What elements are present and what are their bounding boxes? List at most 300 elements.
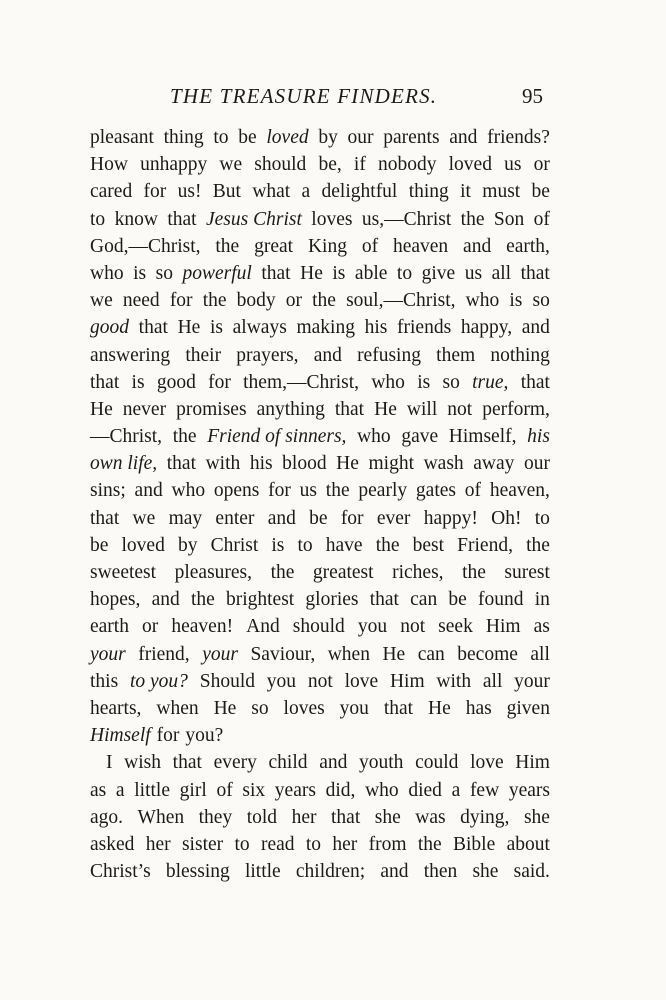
text-line bbox=[90, 477, 550, 504]
word: for bbox=[340, 507, 364, 529]
italic-word: your bbox=[202, 643, 238, 665]
word: Him bbox=[389, 670, 425, 692]
word: the bbox=[325, 480, 350, 502]
word: who bbox=[171, 480, 206, 502]
word: prayers, bbox=[236, 344, 299, 366]
word: give bbox=[421, 262, 456, 284]
running-head-title: THE TREASURE FINDERS. bbox=[170, 84, 438, 108]
text-line bbox=[90, 777, 550, 804]
word: all bbox=[491, 262, 512, 284]
text-line bbox=[90, 206, 550, 233]
word: parents bbox=[383, 127, 440, 148]
word: Oh! bbox=[491, 507, 522, 529]
word: us,—Christ bbox=[361, 208, 452, 230]
word: and bbox=[313, 344, 342, 366]
word: anything bbox=[256, 398, 325, 420]
word: He bbox=[90, 398, 113, 420]
word: could bbox=[415, 752, 459, 774]
word: sins; bbox=[90, 480, 126, 502]
word: her bbox=[332, 833, 358, 855]
text-line bbox=[90, 342, 550, 369]
word: I bbox=[106, 752, 113, 774]
word: friends? bbox=[487, 127, 550, 148]
word: you bbox=[339, 697, 369, 719]
text-line bbox=[90, 260, 550, 287]
word: that bbox=[261, 262, 291, 284]
word: And bbox=[246, 616, 280, 638]
word: died bbox=[408, 779, 442, 801]
word: cared bbox=[90, 181, 133, 203]
text-line bbox=[90, 124, 550, 151]
text-line bbox=[90, 450, 550, 477]
word: you? bbox=[185, 725, 224, 747]
word: in bbox=[534, 589, 550, 611]
italic-word: Friend of sinners, bbox=[207, 426, 347, 448]
word: need bbox=[122, 290, 160, 312]
word: enter bbox=[215, 507, 255, 529]
word: of bbox=[464, 480, 482, 502]
word: that bbox=[334, 398, 365, 420]
word: pleasures, bbox=[174, 562, 253, 583]
italic-word: good bbox=[90, 317, 129, 339]
word: surest bbox=[504, 562, 550, 583]
word: when bbox=[327, 643, 370, 665]
word: for bbox=[208, 371, 231, 393]
word: be, bbox=[318, 154, 342, 176]
word: that bbox=[383, 697, 414, 719]
text-line bbox=[90, 613, 550, 640]
word: sister bbox=[181, 833, 224, 855]
word: as bbox=[533, 616, 550, 638]
word: to bbox=[297, 534, 313, 556]
word: blood bbox=[282, 453, 327, 475]
word: then bbox=[423, 861, 458, 883]
word: heaven! bbox=[171, 616, 234, 638]
word: Him bbox=[515, 752, 550, 774]
word: must bbox=[482, 181, 521, 203]
word: Should bbox=[199, 670, 255, 692]
word: hearts, bbox=[90, 697, 142, 719]
word: not bbox=[447, 398, 473, 420]
word: blessing bbox=[165, 861, 230, 883]
word: for bbox=[143, 181, 167, 203]
text-line bbox=[90, 804, 550, 831]
word: our bbox=[523, 453, 550, 475]
word: Saviour, bbox=[250, 643, 316, 665]
italic-word: loved bbox=[266, 127, 309, 148]
word: love bbox=[344, 670, 379, 692]
word: by bbox=[177, 534, 198, 556]
word: and bbox=[449, 127, 478, 148]
word: for bbox=[169, 290, 193, 312]
word: gave bbox=[401, 426, 439, 448]
word: years bbox=[508, 779, 550, 801]
word: hopes, bbox=[90, 589, 141, 611]
word: Bible bbox=[452, 833, 496, 855]
word: the bbox=[462, 562, 486, 583]
word: she bbox=[472, 861, 499, 883]
word: body bbox=[236, 290, 276, 312]
word: his bbox=[249, 453, 273, 475]
word: love bbox=[470, 752, 504, 774]
word: so bbox=[155, 262, 173, 284]
word: to bbox=[234, 833, 250, 855]
word: child bbox=[268, 752, 308, 774]
word: the bbox=[460, 208, 485, 230]
word: and bbox=[267, 507, 296, 529]
word: is bbox=[131, 371, 145, 393]
word: the bbox=[375, 534, 400, 556]
word: heaven bbox=[392, 235, 449, 257]
word: was bbox=[415, 806, 446, 828]
word: not bbox=[307, 670, 333, 692]
word: happy, bbox=[460, 317, 513, 339]
word: six bbox=[242, 779, 266, 801]
text-line bbox=[90, 151, 550, 178]
word: and bbox=[134, 480, 163, 502]
word: the bbox=[215, 235, 240, 257]
word: and bbox=[463, 235, 492, 257]
word: is bbox=[209, 317, 223, 339]
word: can bbox=[410, 589, 438, 611]
word: or bbox=[142, 616, 159, 638]
word: heaven, bbox=[489, 480, 550, 502]
word: loved bbox=[448, 154, 492, 176]
word: have bbox=[325, 534, 363, 556]
word: and bbox=[380, 861, 409, 883]
word: our bbox=[347, 127, 374, 148]
word: as bbox=[90, 779, 107, 801]
word: that bbox=[520, 262, 550, 284]
word: that bbox=[138, 317, 168, 339]
word: a bbox=[301, 181, 311, 203]
text-line bbox=[90, 233, 550, 260]
italic-word: own life, bbox=[90, 453, 158, 475]
word: But bbox=[212, 181, 241, 203]
word: we bbox=[132, 507, 156, 529]
word: given bbox=[506, 697, 550, 719]
text-line bbox=[90, 722, 550, 749]
word: Friend, bbox=[457, 534, 513, 556]
word: happy! bbox=[423, 507, 478, 529]
word: He bbox=[300, 262, 323, 284]
text-line bbox=[90, 505, 550, 532]
word: youth bbox=[359, 752, 404, 774]
word: Him bbox=[485, 616, 521, 638]
word: children; bbox=[295, 861, 366, 883]
italic-word: Jesus Christ bbox=[205, 208, 302, 230]
word: perform, bbox=[482, 398, 550, 420]
word: the bbox=[172, 426, 197, 448]
word: seek bbox=[438, 616, 473, 638]
word: is bbox=[332, 262, 346, 284]
word: sweetest bbox=[90, 562, 157, 583]
word: you bbox=[266, 670, 297, 692]
word: loved bbox=[121, 534, 165, 556]
word: can bbox=[417, 643, 445, 665]
word: with bbox=[205, 453, 241, 475]
text-line bbox=[90, 641, 550, 668]
word: that bbox=[172, 752, 202, 774]
word: they bbox=[198, 806, 233, 828]
word: loves bbox=[283, 697, 325, 719]
word: her bbox=[291, 806, 317, 828]
word: the bbox=[270, 562, 295, 583]
word: us! bbox=[177, 181, 202, 203]
page-number: 95 bbox=[522, 84, 543, 108]
word: his bbox=[364, 317, 388, 339]
word: the bbox=[526, 534, 550, 556]
word: should bbox=[292, 616, 345, 638]
text-line bbox=[90, 369, 550, 396]
word: who bbox=[90, 262, 124, 284]
word: Christ bbox=[210, 534, 259, 556]
word: who bbox=[357, 426, 391, 448]
word: greatest bbox=[312, 562, 374, 583]
italic-word: your bbox=[90, 643, 126, 665]
word: all bbox=[482, 670, 503, 692]
body-text bbox=[90, 124, 550, 885]
italic-word: his bbox=[527, 426, 550, 448]
text-line bbox=[90, 559, 550, 586]
word: loves bbox=[311, 208, 353, 230]
word: Son bbox=[493, 208, 525, 230]
word: be bbox=[309, 507, 328, 529]
word: years bbox=[274, 779, 316, 801]
word: her bbox=[145, 833, 171, 855]
word: is bbox=[509, 290, 523, 312]
word: about bbox=[506, 833, 550, 855]
word: that bbox=[90, 507, 120, 529]
word: will bbox=[406, 398, 438, 420]
word: you bbox=[357, 616, 388, 638]
word: so bbox=[442, 371, 460, 393]
word: He bbox=[382, 643, 406, 665]
word: How bbox=[90, 154, 128, 176]
word: earth bbox=[90, 616, 129, 638]
word: good bbox=[156, 371, 196, 393]
word: is bbox=[417, 371, 431, 393]
word: did, bbox=[325, 779, 356, 801]
word: not bbox=[400, 616, 426, 638]
word: best bbox=[412, 534, 445, 556]
word: and bbox=[319, 752, 348, 774]
word: and bbox=[521, 317, 550, 339]
word: who bbox=[465, 290, 500, 312]
word: of bbox=[533, 208, 550, 230]
word: great bbox=[254, 235, 294, 257]
word: —Christ, bbox=[90, 426, 163, 448]
word: nothing bbox=[490, 344, 550, 366]
text-line bbox=[90, 423, 550, 450]
word: the bbox=[417, 833, 442, 855]
word: delightful bbox=[321, 181, 398, 203]
italic-word: powerful bbox=[182, 262, 252, 284]
word: has bbox=[465, 697, 492, 719]
italic-word: true, bbox=[472, 371, 509, 393]
word: found bbox=[478, 589, 524, 611]
word: so bbox=[251, 697, 269, 719]
word: of bbox=[361, 235, 379, 257]
word: for bbox=[156, 725, 180, 747]
word: little bbox=[134, 779, 170, 801]
word: and bbox=[151, 589, 180, 611]
text-line bbox=[90, 314, 550, 341]
word: the bbox=[312, 290, 336, 312]
word: their bbox=[185, 344, 222, 366]
word: read bbox=[260, 833, 295, 855]
word: gates bbox=[415, 480, 456, 502]
word: who bbox=[371, 371, 405, 393]
word: that bbox=[167, 208, 197, 230]
word: He bbox=[177, 317, 201, 339]
word: King bbox=[307, 235, 347, 257]
word: or bbox=[285, 290, 303, 312]
word: He bbox=[336, 453, 359, 475]
word: we bbox=[90, 290, 113, 312]
word: glories bbox=[305, 589, 359, 611]
word: with bbox=[436, 670, 472, 692]
text-line bbox=[90, 396, 550, 423]
word: away bbox=[473, 453, 515, 475]
text-line bbox=[90, 668, 550, 695]
word: little bbox=[244, 861, 281, 883]
word: is bbox=[133, 262, 147, 284]
word: thing bbox=[163, 127, 204, 148]
text-line bbox=[90, 287, 550, 314]
text-line bbox=[90, 831, 550, 858]
word: refusing bbox=[357, 344, 421, 366]
word: to bbox=[396, 262, 413, 284]
word: never bbox=[122, 398, 167, 420]
word: answering bbox=[90, 344, 171, 366]
word: making bbox=[296, 317, 355, 339]
word: from bbox=[368, 833, 407, 855]
word: wash bbox=[423, 453, 464, 475]
word: wish bbox=[124, 752, 161, 774]
word: God,—Christ, bbox=[90, 235, 201, 257]
word: be bbox=[90, 534, 109, 556]
word: to bbox=[305, 833, 322, 855]
text-line bbox=[90, 695, 550, 722]
word: to bbox=[213, 127, 229, 148]
word: nobody bbox=[377, 154, 437, 176]
word: that bbox=[331, 806, 361, 828]
text-line bbox=[90, 532, 550, 559]
word: earth, bbox=[506, 235, 550, 257]
word: the bbox=[202, 290, 227, 312]
word: said. bbox=[513, 861, 550, 883]
word: He bbox=[374, 398, 397, 420]
word: promises bbox=[176, 398, 247, 420]
word: us bbox=[299, 480, 318, 502]
word: who bbox=[365, 779, 399, 801]
word: girl bbox=[179, 779, 207, 801]
word: brightest bbox=[225, 589, 295, 611]
word: this bbox=[90, 670, 119, 692]
word: when bbox=[156, 697, 199, 719]
word: we bbox=[219, 154, 243, 176]
word: asked bbox=[90, 833, 135, 855]
word: able bbox=[354, 262, 388, 284]
word: become bbox=[457, 643, 518, 665]
word: be bbox=[238, 127, 257, 148]
word: friends bbox=[397, 317, 452, 339]
word: friend, bbox=[138, 643, 190, 665]
word: pleasant bbox=[90, 127, 154, 148]
word: of bbox=[216, 779, 233, 801]
word: for bbox=[268, 480, 291, 502]
text-line bbox=[90, 858, 550, 885]
text-line bbox=[90, 749, 550, 776]
word: or bbox=[533, 154, 550, 176]
word: your bbox=[514, 670, 550, 692]
word: that bbox=[369, 589, 399, 611]
word: be bbox=[531, 181, 550, 203]
word: it bbox=[460, 181, 471, 203]
word: by bbox=[318, 127, 338, 148]
word: few bbox=[469, 779, 500, 801]
text-line bbox=[90, 178, 550, 205]
word: always bbox=[232, 317, 287, 339]
word: thing bbox=[408, 181, 449, 203]
word: that bbox=[166, 453, 196, 475]
italic-word: Himself bbox=[90, 725, 151, 747]
word: know bbox=[114, 208, 158, 230]
word: what bbox=[252, 181, 291, 203]
word: ago. bbox=[90, 806, 124, 828]
word: that bbox=[520, 371, 550, 393]
italic-word: to you? bbox=[129, 670, 188, 692]
word: them bbox=[436, 344, 476, 366]
word: unhappy bbox=[140, 154, 208, 176]
word: every bbox=[213, 752, 257, 774]
word: a bbox=[115, 779, 125, 801]
word: be bbox=[448, 589, 467, 611]
word: she bbox=[523, 806, 550, 828]
word: may bbox=[168, 507, 203, 529]
word: all bbox=[530, 643, 550, 665]
word: When bbox=[137, 806, 185, 828]
word: Christ’s bbox=[90, 861, 151, 883]
word: she bbox=[374, 806, 401, 828]
word: pearly bbox=[358, 480, 408, 502]
word: Himself, bbox=[448, 426, 517, 448]
word: to bbox=[534, 507, 550, 529]
word: might bbox=[368, 453, 415, 475]
word: should bbox=[254, 154, 307, 176]
text-line bbox=[90, 586, 550, 613]
word: is bbox=[271, 534, 285, 556]
word: riches, bbox=[392, 562, 444, 583]
word: ever bbox=[376, 507, 411, 529]
word: a bbox=[451, 779, 461, 801]
word: if bbox=[353, 154, 366, 176]
word: the bbox=[190, 589, 215, 611]
word: soul,—Christ, bbox=[346, 290, 456, 312]
word: opens bbox=[213, 480, 260, 502]
word: us bbox=[504, 154, 522, 176]
word: them,—Christ, bbox=[243, 371, 360, 393]
word: to bbox=[90, 208, 106, 230]
word: us bbox=[464, 262, 483, 284]
word: He bbox=[428, 697, 451, 719]
word: told bbox=[246, 806, 278, 828]
word: dying, bbox=[460, 806, 510, 828]
word: so bbox=[532, 290, 550, 312]
word: that bbox=[90, 371, 120, 393]
word: He bbox=[213, 697, 237, 719]
